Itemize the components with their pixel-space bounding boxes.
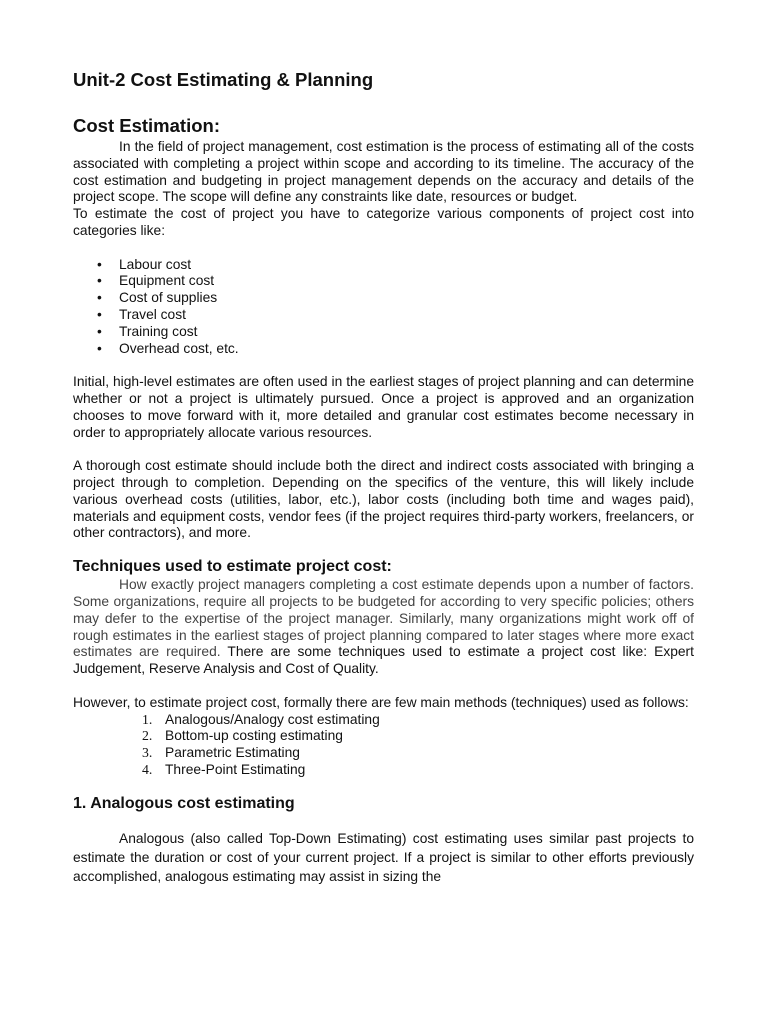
list-item-label: Cost of supplies bbox=[119, 290, 218, 306]
list-number: 4. bbox=[142, 761, 153, 777]
list-item bbox=[73, 745, 694, 762]
list-item-label: Travel cost bbox=[119, 306, 186, 322]
techniques-paragraph-text: There are some techniques used to estimate a project cost like: Expert Judgement, Reserve Analysis and Cost of Quality. bbox=[73, 644, 694, 677]
list-item-label: Labour cost bbox=[119, 256, 192, 272]
list-item bbox=[73, 762, 694, 779]
list-item bbox=[73, 712, 694, 729]
high-level-estimates-paragraph: Initial, high-level estimates are often used in the earliest stages of project planning and can determine whether or not a project is ultimately pursued. Once a project is approved and an organization chooses to move forward with it, more detailed and granular cost estimates become necessary in order to appropriately allocate various resources. bbox=[73, 374, 694, 440]
list-item bbox=[73, 290, 694, 307]
bullet-icon: • bbox=[97, 273, 102, 289]
list-item bbox=[73, 307, 694, 324]
techniques-paragraph bbox=[73, 577, 694, 678]
document-title: Unit-2 Cost Estimating & Planning bbox=[73, 69, 374, 90]
list-item-label: Three-Point Estimating bbox=[165, 761, 306, 777]
list-number: 1. bbox=[142, 711, 153, 727]
analogous-paragraph: Analogous (also called Top-Down Estimating) cost estimating uses similar past projects to estimate the duration or cost of your current project. If a project is similar to other efforts previously accomplished, analogous estimating may assist in sizing the bbox=[73, 830, 694, 885]
list-item-label: Training cost bbox=[119, 323, 198, 339]
cost-estimation-heading: Cost Estimation: bbox=[73, 115, 220, 136]
methods-list bbox=[73, 712, 694, 779]
methods-intro-paragraph: However, to estimate project cost, formally there are few main methods (techniques) used as follows: bbox=[73, 694, 689, 710]
list-number: 3. bbox=[142, 745, 153, 761]
list-item-label: Parametric Estimating bbox=[165, 745, 300, 761]
list-item-label: Equipment cost bbox=[119, 273, 215, 289]
list-item bbox=[73, 273, 694, 290]
list-item bbox=[73, 324, 694, 341]
document-page bbox=[73, 66, 694, 886]
bullet-icon: • bbox=[97, 290, 102, 306]
techniques-heading: Techniques used to estimate project cost: bbox=[73, 558, 392, 576]
list-item-label: Overhead cost, etc. bbox=[119, 340, 239, 356]
list-item bbox=[73, 341, 694, 358]
bullet-icon: • bbox=[97, 340, 102, 356]
list-number: 2. bbox=[142, 728, 153, 744]
cost-category-list bbox=[73, 257, 694, 358]
bullet-icon: • bbox=[97, 323, 102, 339]
bullet-icon: • bbox=[97, 256, 102, 272]
techniques-paragraph-gray-text: How exactly project managers completing a cost estimate depends upon a number of factors. Some organizations, require all projects to be budgeted for according to very specific policies; others may defer to the expertise of the project manager. Similarly, many organizations might work off of rough estimates in the earliest stages of project planning compared to later stages where more exact estimates are required. bbox=[73, 577, 694, 660]
categorize-paragraph: To estimate the cost of project you have to categorize various components of project cost into categories like: bbox=[73, 206, 694, 238]
list-item bbox=[73, 257, 694, 274]
list-item-label: Bottom-up costing estimating bbox=[165, 728, 343, 744]
analogous-heading: 1. Analogous cost estimating bbox=[73, 794, 295, 812]
list-item-label: Analogous/Analogy cost estimating bbox=[165, 711, 380, 727]
thorough-estimate-paragraph: A thorough cost estimate should include both the direct and indirect costs associated with bringing a project through to completion. Depending on the specifics of the venture, this will likely include various overhead costs (utilities, labor, etc.), labor costs (including both time and wages paid), materials and equipment costs, vendor fees (if the project requires third-party workers, freelancers, or other contractors), and more. bbox=[73, 458, 694, 541]
cost-estimation-paragraph: In the field of project management, cost estimation is the process of estimating all of the costs associated with completing a project within scope and according to its timeline. The accuracy of the cost estimation and budgeting in project management depends on the accuracy and details of the project scope. The scope will define any constraints like date, resources or budget. bbox=[73, 139, 694, 205]
bullet-icon: • bbox=[97, 306, 102, 322]
list-item bbox=[73, 728, 694, 745]
